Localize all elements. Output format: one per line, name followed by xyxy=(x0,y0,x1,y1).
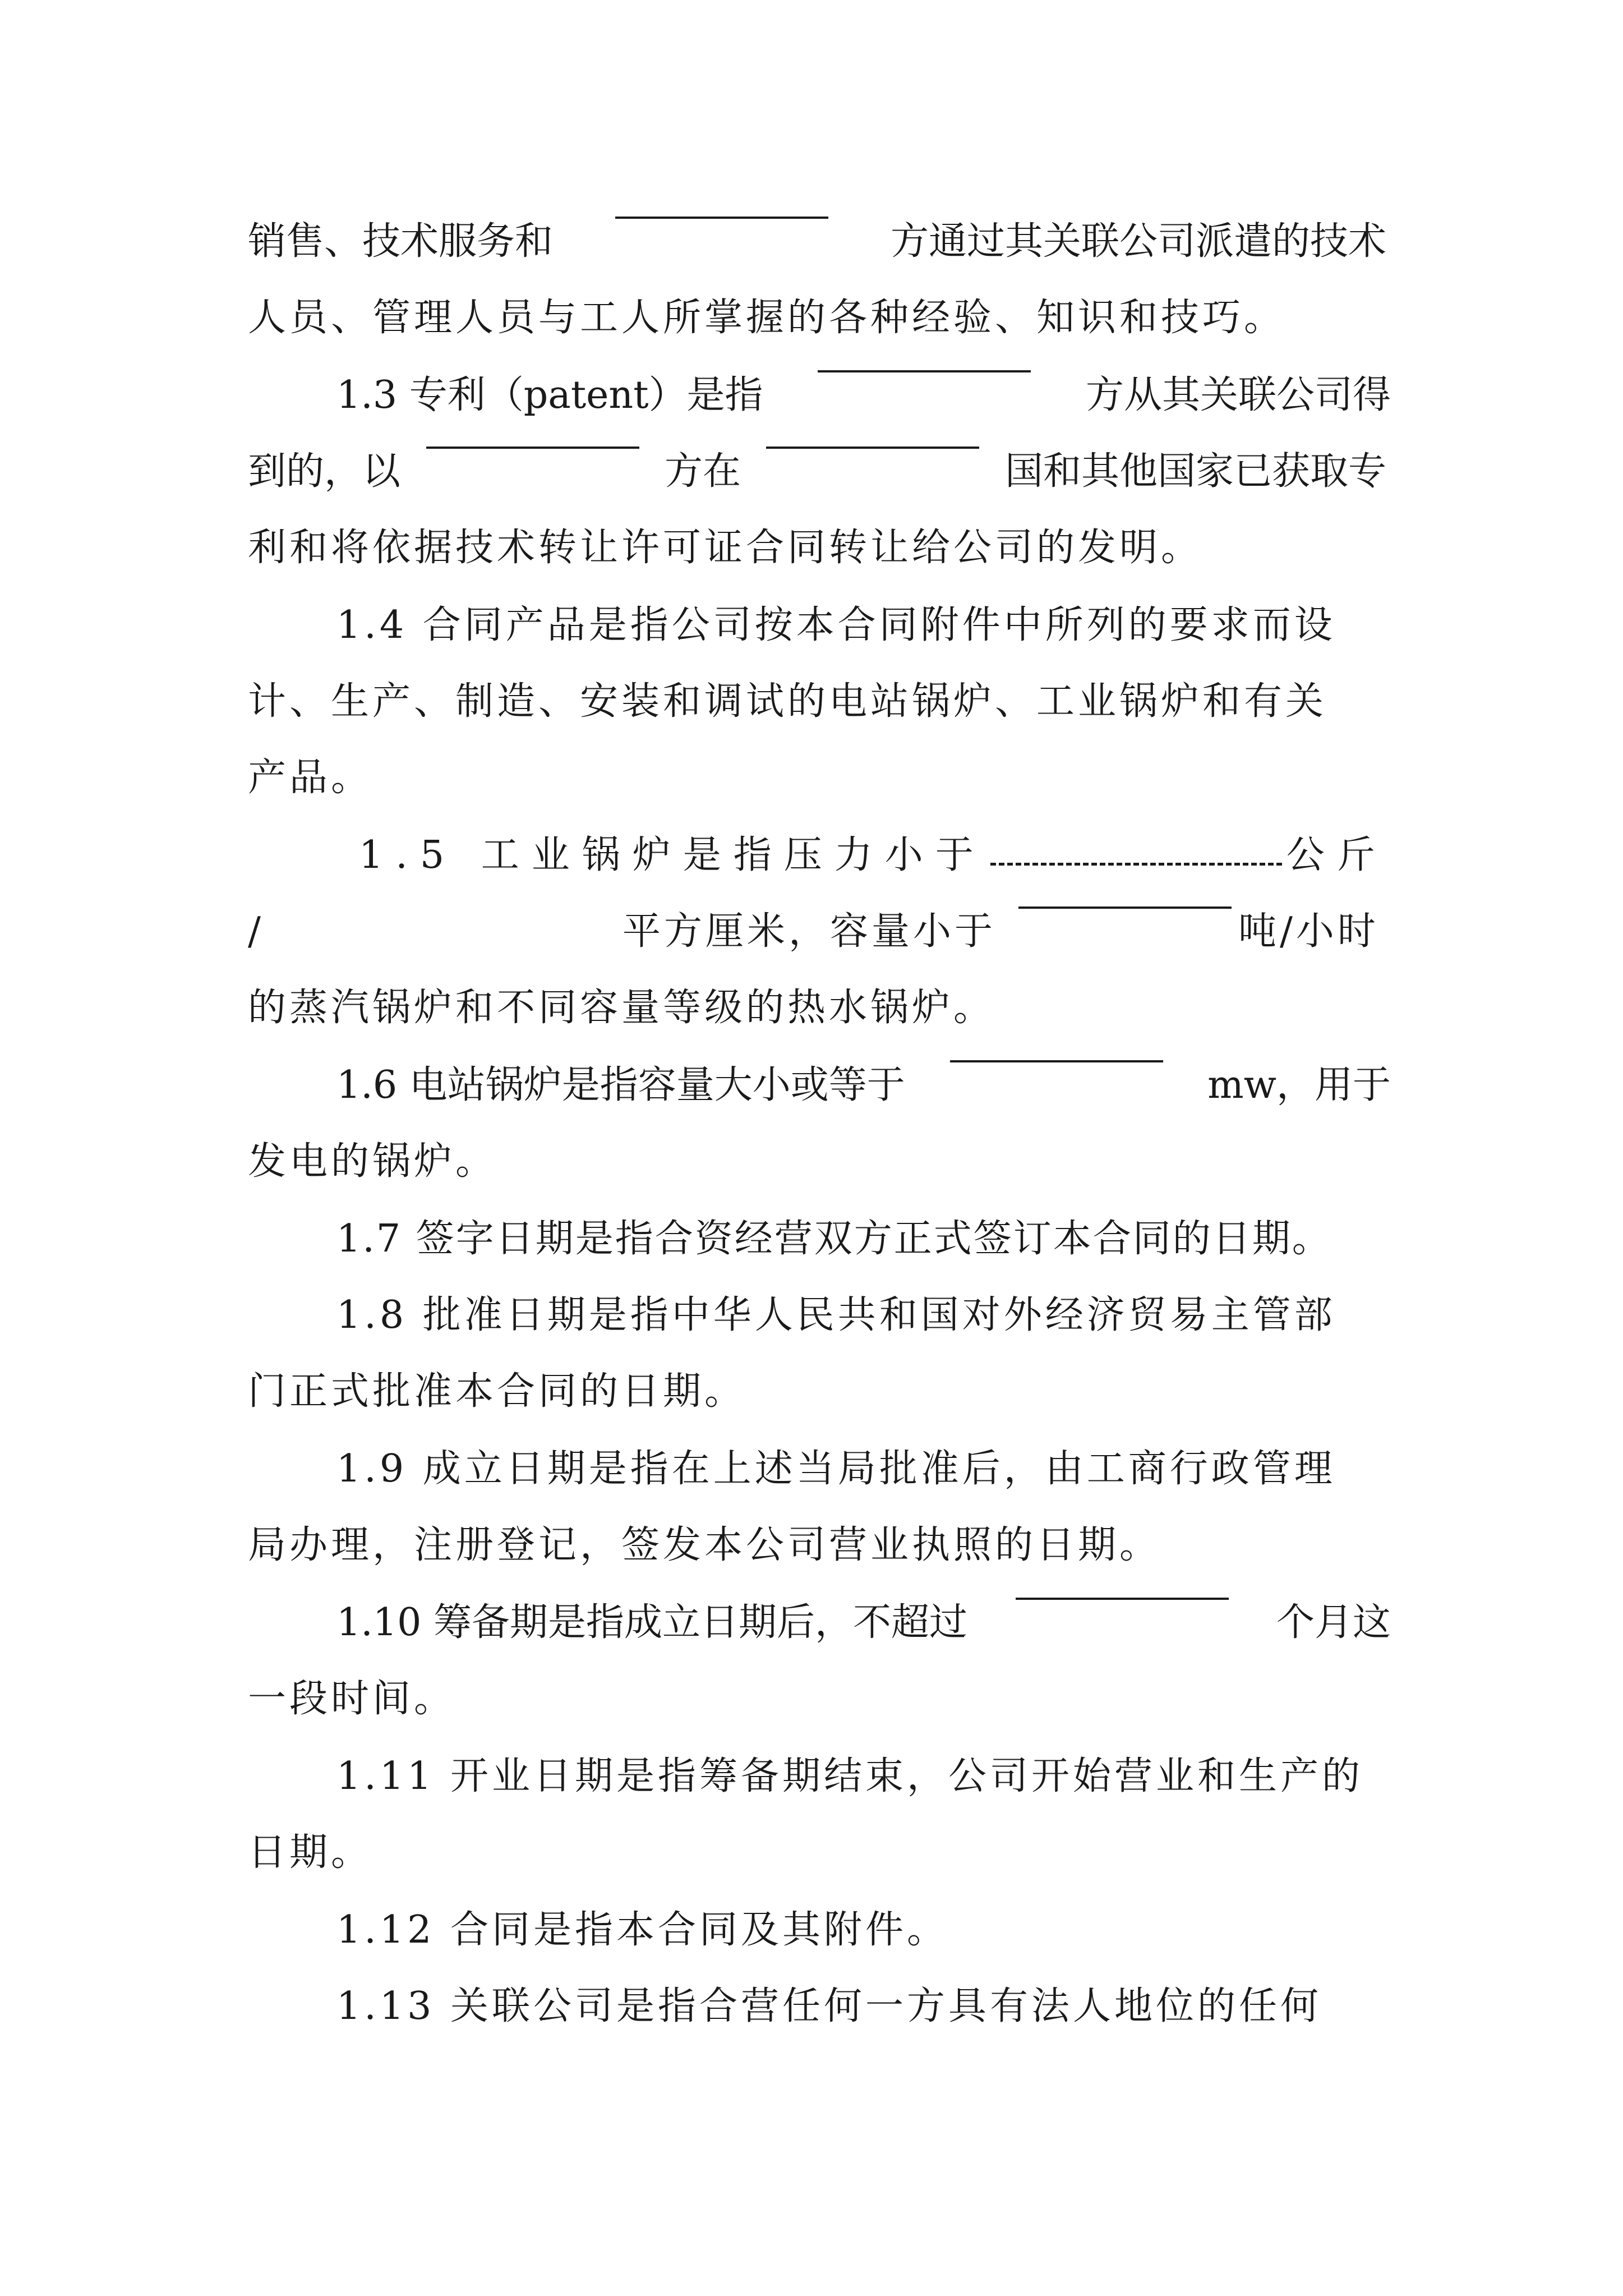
text-line: 门正式批准本合同的日期。 xyxy=(248,1369,746,1414)
text-line xyxy=(359,830,1391,881)
text-segment: 1.10 筹备期是指成立日期后，不超过 xyxy=(336,1600,968,1645)
text-line: 局办理，注册登记，签发本公司营业执照的日期。 xyxy=(248,1523,1161,1567)
text-segment: mw，用于 xyxy=(1207,1063,1391,1107)
text-line: 日期。 xyxy=(248,1830,373,1875)
text-line: 1.7 签字日期是指合资经营双方正式签订本合同的日期。 xyxy=(336,1217,1332,1261)
text-line xyxy=(248,907,1386,957)
text-line: 人员、管理人员与工人所掌握的各种经验、知识和技巧。 xyxy=(248,296,1286,340)
text-line: 1.13 关联公司是指合营任何一方具有法人地位的任何 xyxy=(336,1984,1322,2028)
text-segment: 方从其关联公司得 xyxy=(1085,373,1391,417)
text-line: 发电的锅炉。 xyxy=(248,1139,497,1184)
text-line: 1.4 合同产品是指公司按本合同附件中所列的要求而设 xyxy=(336,603,1336,647)
text-segment: 1.5 工业锅炉是指压力小于 xyxy=(359,833,986,877)
text-segment: / xyxy=(248,909,264,954)
text-line: 产品。 xyxy=(248,756,373,800)
fill-in-blank xyxy=(1018,907,1232,909)
text-line: 1.11 开业日期是指筹备期结束，公司开始营业和生产的 xyxy=(336,1754,1364,1798)
text-segment: 1.6 电站锅炉是指容量大小或等于 xyxy=(336,1063,905,1107)
fill-in-blank xyxy=(426,447,639,449)
text-segment: 方在 xyxy=(664,449,741,494)
text-segment: 方通过其关联公司派遣的技术 xyxy=(890,219,1386,264)
text-segment: 国和其他国家已获取专 xyxy=(1004,449,1386,494)
text-segment: 1.3 专利（patent）是指 xyxy=(336,373,763,417)
text-segment: 销售、技术服务和 xyxy=(248,219,554,264)
text-line: 一段时间。 xyxy=(248,1677,456,1721)
text-segment: 公斤 xyxy=(1286,833,1387,877)
text-line: 的蒸汽锅炉和不同容量等级的热水锅炉。 xyxy=(248,986,995,1030)
text-line: 利和将依据技术转让许可证合同转让给公司的发明。 xyxy=(248,526,1203,570)
text-line: 计、生产、制造、安装和调试的电站锅炉、工业锅炉和有关 xyxy=(248,679,1327,724)
text-segment: 平方厘米，容量小于 xyxy=(623,909,997,954)
text-line: 1.9 成立日期是指在上述当局批准后，由工商行政管理 xyxy=(336,1447,1336,1491)
text-segment: 到的，以 xyxy=(248,449,401,494)
text-line xyxy=(248,217,1386,267)
fill-in-blank xyxy=(766,447,979,449)
text-segment: 个月这 xyxy=(1276,1600,1391,1645)
text-segment: 吨/小时 xyxy=(1238,909,1379,954)
text-line xyxy=(336,1060,1391,1111)
fill-in-blank xyxy=(615,217,828,219)
fill-in-blank xyxy=(950,1060,1163,1062)
fill-in-blank xyxy=(1016,1598,1229,1600)
text-line xyxy=(336,1598,1391,1648)
text-line: 1.8 批准日期是指中华人民共和国对外经济贸易主管部 xyxy=(336,1293,1336,1337)
text-line xyxy=(248,447,1386,497)
text-line xyxy=(336,370,1391,421)
text-line: 1.12 合同是指本合同及其附件。 xyxy=(336,1908,949,1952)
fill-in-blank xyxy=(818,370,1031,372)
fill-in-blank xyxy=(990,863,1282,866)
